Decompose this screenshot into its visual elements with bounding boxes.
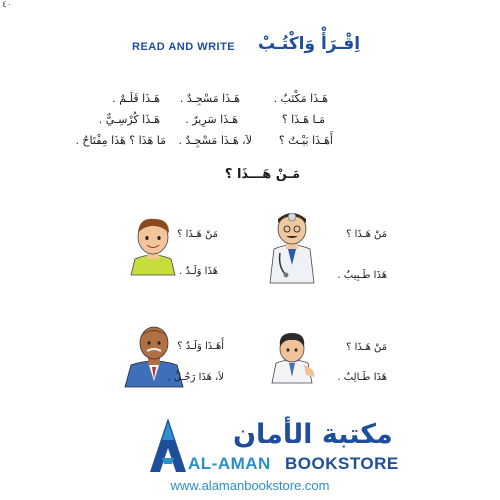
- vocab-phrase: مَا هَذَا ؟ هَذَا مِفْتَاحٌ .: [75, 134, 166, 147]
- logo-english-text-aman: AL-AMAN: [188, 454, 271, 473]
- section-title-arabic: اِقْـرَأْ وَاكْتُـبْ: [258, 34, 361, 54]
- vocab-phrase: هَـذَا كُرْسِـيٌّ .: [98, 113, 160, 126]
- boy-illustration: [127, 213, 179, 275]
- logo-english-text-bookstore: BOOKSTORE: [285, 454, 399, 473]
- doctor-illustration: [262, 205, 322, 285]
- vocab-phrase: هَـذَا قَلَـمٌ .: [112, 92, 160, 105]
- vocab-phrase: هَـذَا مَكْتَبٌ .: [273, 92, 328, 105]
- student-illustration: [262, 325, 322, 385]
- dialog-question-student: مَنْ هَـذَا ؟: [346, 342, 387, 353]
- logo-arabic-text: مكتبة الأمان: [233, 419, 393, 450]
- vocab-phrase: هَـذَا مَسْجِـدٌ .: [179, 92, 240, 105]
- question-title: مَـنْ هَـــذَا ؟: [224, 167, 300, 182]
- vocab-phrase: مَـا هَـذَا ؟: [281, 113, 325, 126]
- al-aman-logo-mark-icon: [150, 418, 186, 472]
- dialog-answer-boy: هَذَا وَلَـدٌ .: [179, 266, 218, 277]
- vocab-phrase: أَهَـذَا بَيْـتٌ ؟: [278, 134, 333, 147]
- dialog-question-man: أَهَـذَا وَلَـدٌ ؟: [177, 341, 224, 352]
- dialog-answer-doctor: هَذَا طَـبِيبٌ .: [337, 270, 387, 281]
- vocab-phrase: لاَ، هَـذَا مَسْجِـدٌ .: [178, 134, 252, 147]
- dialog-answer-student: هَذَا طَـالِبٌ .: [337, 372, 387, 383]
- dialog-question-boy: مَنْ هَـذَا ؟: [177, 229, 218, 240]
- bookstore-url[interactable]: www.alamanbookstore.com: [170, 478, 330, 493]
- dialog-question-doctor: مَنْ هَـذَا ؟: [346, 229, 387, 240]
- dialog-answer-man: لاَ، هَذَا رَجُـلٌ .: [167, 372, 224, 383]
- section-title-english: READ AND WRITE: [132, 41, 236, 53]
- vocab-phrase: هَـذَا سَرِيرٌ .: [185, 113, 238, 126]
- page-corner-mark: ٤٠: [2, 0, 12, 10]
